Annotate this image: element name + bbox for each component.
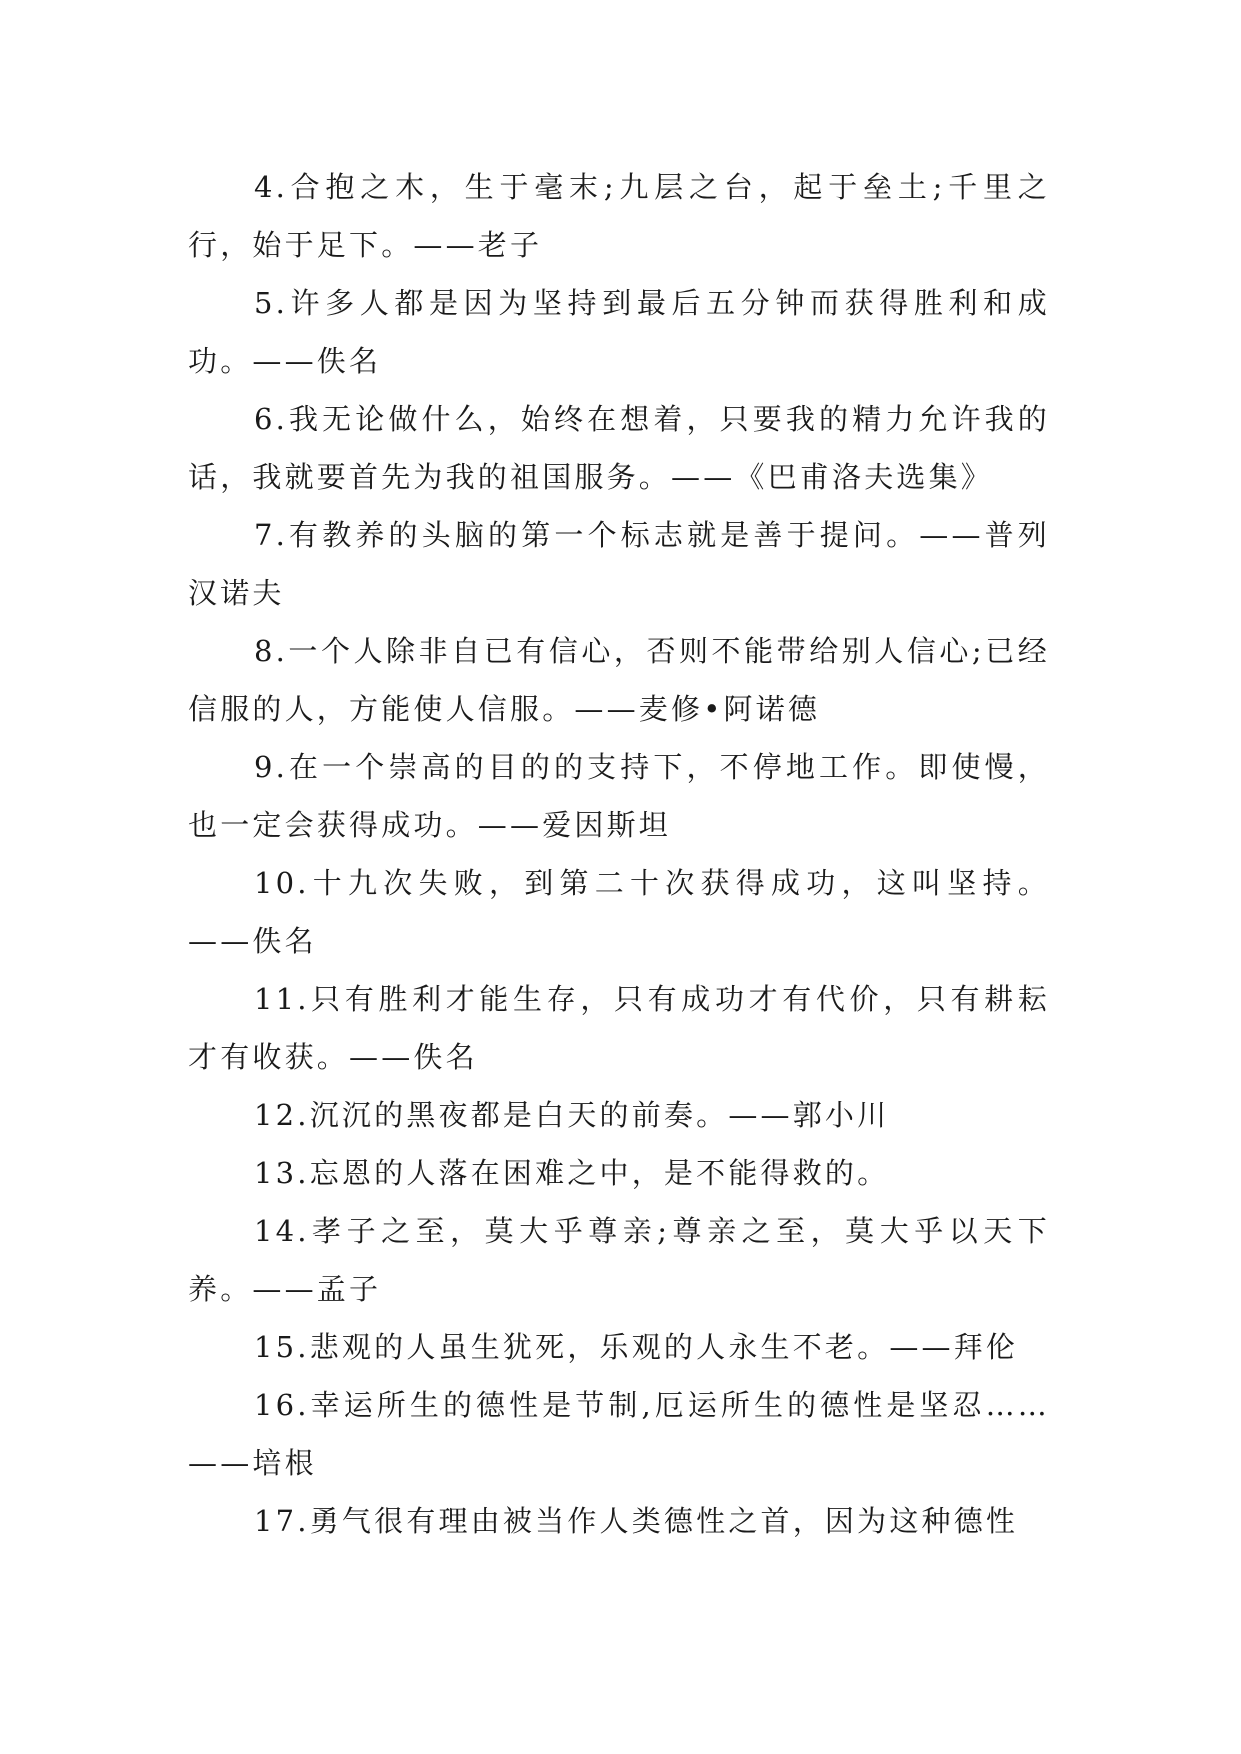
quote-paragraph-16: 16.幸运所生的德性是节制,厄运所生的德性是坚忍……——培根 bbox=[188, 1388, 1050, 1480]
quote-paragraph-4: 4.合抱之木，生于毫末;九层之台，起于垒土;千里之行，始于足下。——老子 bbox=[188, 170, 1050, 262]
quote-paragraph-13: 13.忘恩的人落在困难之中，是不能得救的。 bbox=[254, 1156, 890, 1190]
quote-paragraph-15: 15.悲观的人虽生犹死，乐观的人永生不老。——拜伦 bbox=[254, 1330, 1019, 1364]
quote-paragraph-5: 5.许多人都是因为坚持到最后五分钟而获得胜利和成功。——佚名 bbox=[188, 286, 1050, 378]
quote-paragraph-7: 7.有教养的头脑的第一个标志就是善于提问。——普列汉诺夫 bbox=[188, 518, 1050, 610]
quote-paragraph-10: 10.十九次失败，到第二十次获得成功，这叫坚持。——佚名 bbox=[188, 866, 1050, 958]
document-body bbox=[188, 158, 1050, 1550]
quote-paragraph-9: 9.在一个崇高的目的的支持下，不停地工作。即使慢，也一定会获得成功。——爱因斯坦 bbox=[188, 750, 1050, 842]
quote-paragraph-8: 8.一个人除非自已有信心，否则不能带给别人信心;已经信服的人，方能使人信服。——麦修•阿诺德 bbox=[188, 634, 1050, 726]
quote-paragraph-12: 12.沉沉的黑夜都是白天的前奏。——郭小川 bbox=[254, 1098, 890, 1132]
quote-paragraph-6: 6.我无论做什么，始终在想着，只要我的精力允许我的话，我就要首先为我的祖国服务。——《巴甫洛夫选集》 bbox=[188, 402, 1050, 494]
quote-paragraph-11: 11.只有胜利才能生存，只有成功才有代价，只有耕耘才有收获。——佚名 bbox=[188, 982, 1050, 1074]
quote-paragraph-17: 17.勇气很有理由被当作人类德性之首，因为这种德性 bbox=[254, 1504, 1019, 1538]
quote-paragraph-14: 14.孝子之至，莫大乎尊亲;尊亲之至，莫大乎以天下养。——孟子 bbox=[188, 1214, 1050, 1306]
